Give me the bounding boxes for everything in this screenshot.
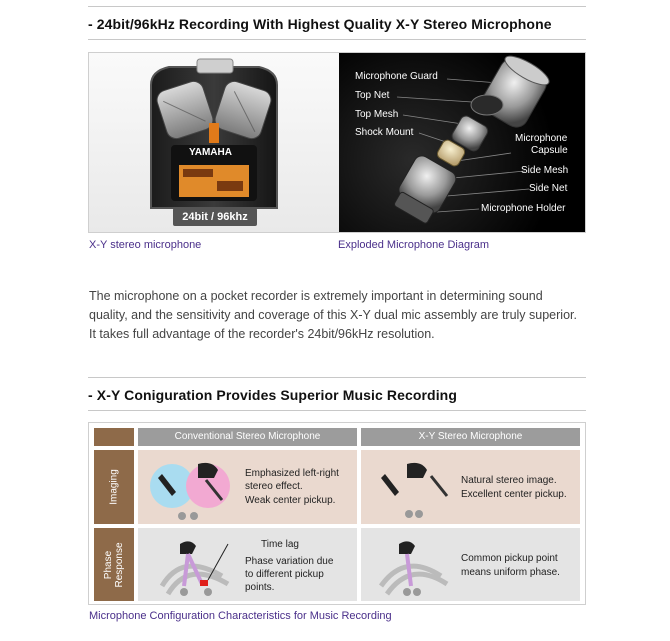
section-header-microphone <box>88 6 586 40</box>
imaging-conventional-line1: Emphasized left-right <box>245 468 339 479</box>
cell-imaging-conventional <box>138 450 357 524</box>
cell-phase-conventional <box>138 528 357 601</box>
label-side-net: Side Net <box>529 183 568 194</box>
row-label-phase-response <box>94 528 134 601</box>
imaging-conventional-line3: Weak center pickup. <box>245 495 336 506</box>
comparison-table <box>88 422 586 605</box>
section-header-configuration <box>88 377 586 411</box>
table-corner <box>94 428 134 446</box>
row-label-imaging <box>94 450 134 524</box>
cell-phase-xy <box>361 528 580 601</box>
label-microphone-capsule-1: Microphone <box>515 133 568 144</box>
label-microphone-guard: Microphone Guard <box>355 71 438 82</box>
label-top-net: Top Net <box>355 90 390 101</box>
phase-conventional-line1: Phase variation due <box>245 556 334 567</box>
caption-exploded-diagram: Exploded Microphone Diagram <box>338 239 490 251</box>
row-label-imaging-text: Imaging <box>108 469 120 505</box>
imaging-xy-line1: Natural stereo image. <box>461 475 557 486</box>
label-top-mesh: Top Mesh <box>355 109 399 120</box>
column-header-conventional: Conventional Stereo Microphone <box>138 428 357 446</box>
description-paragraph: The microphone on a pocket recorder is extremely important in determining sound quality, and the sensitivity and coverage of this X-Y dual mic assembly are truly superior. It takes full advantage of the recorder's 24bit/96kHz resolution. <box>89 289 577 341</box>
section-title-microphone: - 24bit/96kHz Recording With Highest Quality X-Y Stereo Microphone <box>88 16 552 32</box>
row-label-phase-line2: Response <box>114 541 125 588</box>
xy-microphone-photo <box>89 53 339 232</box>
resolution-badge: 24bit / 96khz <box>173 208 257 226</box>
phase-conventional-line3: points. <box>245 582 275 593</box>
phase-conventional-line2: to different pickup <box>245 569 324 580</box>
row-label-phase-response-text <box>103 542 125 587</box>
caption-xy-microphone: X-Y stereo microphone <box>89 239 202 251</box>
imaging-xy-line2: Excellent center pickup. <box>461 489 567 500</box>
exploded-diagram <box>339 53 585 232</box>
row-label-phase-line1: Phase <box>103 550 114 579</box>
caption-configuration-table: Microphone Configuration Characteristics for Music Recording <box>89 610 392 622</box>
label-side-mesh: Side Mesh <box>521 165 569 176</box>
phase-xy-illustration <box>365 528 465 601</box>
label-microphone-holder: Microphone Holder <box>481 203 566 214</box>
imaging-conventional-line2: stereo effect. <box>245 481 303 492</box>
cell-imaging-xy <box>361 450 580 524</box>
imaging-xy-illustration <box>365 450 465 524</box>
device-brand-label: YAMAHA <box>189 147 232 158</box>
label-shock-mount: Shock Mount <box>355 127 414 138</box>
imaging-conventional-illustration <box>142 450 242 524</box>
phase-conventional-time-lag: Time lag <box>261 539 299 550</box>
recorder-illustration <box>89 53 339 232</box>
phase-conventional-illustration <box>142 528 242 601</box>
microphone-figure <box>88 52 586 233</box>
column-header-xy: X-Y Stereo Microphone <box>361 428 580 446</box>
phase-xy-line1: Common pickup point <box>461 553 558 564</box>
label-microphone-capsule-2: Capsule <box>531 145 568 156</box>
section-title-configuration: - X-Y Coniguration Provides Superior Music Recording <box>88 387 457 403</box>
phase-xy-line2: means uniform phase. <box>461 567 560 578</box>
